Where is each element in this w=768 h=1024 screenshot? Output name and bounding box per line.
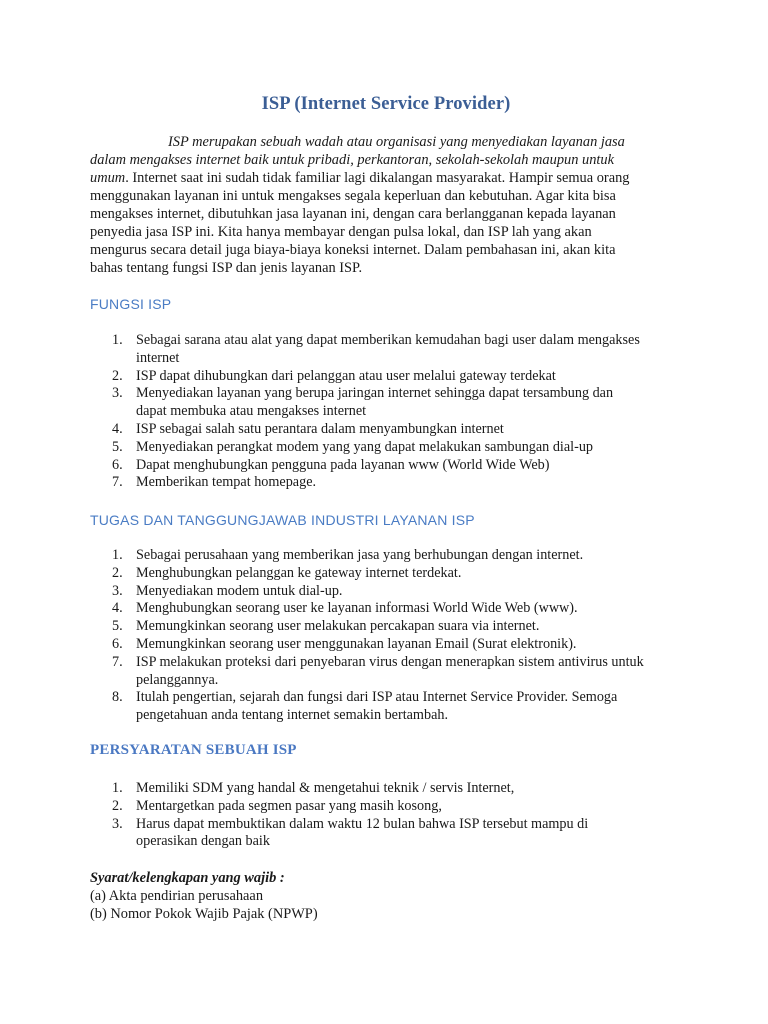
list-item-line: ISP dapat dihubungkan dari pelanggan atau user melalui gateway terdekat bbox=[136, 367, 556, 384]
list-number: 3. bbox=[112, 582, 123, 599]
list-item-line: pelanggannya. bbox=[136, 671, 219, 688]
list-item-text bbox=[136, 565, 690, 583]
list-item bbox=[90, 332, 690, 368]
tugas-list bbox=[90, 547, 690, 725]
list-item bbox=[90, 618, 690, 636]
list-number: 3. bbox=[112, 815, 123, 832]
list-number: 5. bbox=[112, 618, 123, 635]
persyaratan-list bbox=[90, 780, 690, 851]
list-item-line: Harus dapat membuktikan dalam waktu 12 bulan bahwa ISP tersebut mampu di bbox=[136, 815, 589, 832]
list-number: 6. bbox=[112, 635, 123, 652]
list-item-line: dapat membuka atau mengakses internet bbox=[136, 403, 367, 420]
list-item-line: operasikan dengan baik bbox=[136, 833, 270, 850]
list-item-text bbox=[136, 654, 690, 690]
list-item-line: ISP melakukan proteksi dari penyebaran virus dengan menerapkan sistem antivirus untuk bbox=[136, 653, 644, 670]
intro-line-1: ISP merupakan sebuah wadah atau organisasi yang menyediakan layanan jasa bbox=[168, 134, 625, 150]
list-item-line: Menyediakan perangkat modem yang yang dapat melakukan sambungan dial-up bbox=[136, 438, 594, 455]
list-item bbox=[90, 583, 690, 601]
list-item-text bbox=[136, 457, 690, 475]
list-item-text bbox=[136, 780, 690, 798]
list-number: 2. bbox=[112, 367, 123, 384]
heading-fungsi: FUNGSI ISP bbox=[90, 296, 172, 312]
heading-tugas: TUGAS DAN TANGGUNGJAWAB INDUSTRI LAYANAN ISP bbox=[90, 512, 475, 528]
intro-paragraph bbox=[90, 133, 680, 277]
list-item-line: Memberikan tempat homepage. bbox=[136, 474, 317, 491]
list-number: 7. bbox=[112, 653, 123, 670]
list-item bbox=[90, 636, 690, 654]
list-item-text bbox=[136, 439, 690, 457]
intro-line-2: dalam mengakses internet baik untuk pribadi, perkantoran, sekolah-sekolah maupun untuk bbox=[90, 152, 614, 168]
list-item bbox=[90, 439, 690, 457]
list-item-text bbox=[136, 600, 690, 618]
list-item-line: Itulah pengertian, sejarah dan fungsi dari ISP atau Internet Service Provider. Semoga bbox=[136, 689, 618, 706]
list-number: 3. bbox=[112, 385, 123, 402]
list-number: 2. bbox=[112, 797, 123, 814]
list-number: 4. bbox=[112, 420, 123, 437]
intro-line-7: mengurus secara detail juga biaya-biaya koneksi internet. Dalam pembahasan ini, akan kita bbox=[90, 242, 616, 258]
list-item bbox=[90, 816, 690, 852]
list-number: 7. bbox=[112, 474, 123, 491]
list-item-text bbox=[136, 368, 690, 386]
list-item-text bbox=[136, 798, 690, 816]
intro-line-3: umum. Internet saat ini sudah tidak familiar lagi dikalangan masyarakat. Hampir semua orang bbox=[90, 170, 630, 186]
list-item-line: ISP sebagai salah satu perantara dalam menyambungkan internet bbox=[136, 420, 504, 437]
list-item-text bbox=[136, 421, 690, 439]
list-item-text bbox=[136, 816, 690, 852]
list-item bbox=[90, 565, 690, 583]
list-item-line: Menyediakan layanan yang berupa jaringan internet sehingga dapat tersambung dan bbox=[136, 385, 614, 402]
list-item bbox=[90, 654, 690, 690]
list-number: 1. bbox=[112, 780, 123, 796]
list-item bbox=[90, 600, 690, 618]
list-item-text bbox=[136, 618, 690, 636]
intro-line-5: mengakses internet, dibutuhkan jasa layanan ini, dengan cara berlangganan kepada layanan bbox=[90, 206, 616, 222]
list-item-line: Mentargetkan pada segmen pasar yang masih kosong, bbox=[136, 797, 442, 814]
list-item-text bbox=[136, 547, 690, 565]
heading-persyaratan: PERSYARATAN SEBUAH ISP bbox=[90, 742, 297, 758]
syarat-item: (b) Nomor Pokok Wajib Pajak (NPWP) bbox=[90, 906, 318, 922]
list-item-line: Dapat menghubungkan pengguna pada layanan www (World Wide Web) bbox=[136, 456, 550, 473]
list-item-line: Menghubungkan pelanggan ke gateway internet terdekat. bbox=[136, 564, 462, 581]
list-item bbox=[90, 547, 690, 565]
intro-line-6: penyedia jasa ISP ini. Kita hanya membayar dengan pulsa lokal, dan ISP lah yang akan bbox=[90, 224, 592, 240]
syarat-block bbox=[90, 869, 318, 923]
list-number: 5. bbox=[112, 438, 123, 455]
list-item bbox=[90, 798, 690, 816]
list-item-line: Menghubungkan seorang user ke layanan informasi World Wide Web (www). bbox=[136, 600, 578, 617]
intro-line-8: bahas tentang fungsi ISP dan jenis layanan ISP. bbox=[90, 260, 363, 276]
list-item-line: internet bbox=[136, 349, 180, 366]
list-item-line: Menyediakan modem untuk dial-up. bbox=[136, 582, 343, 599]
list-item bbox=[90, 421, 690, 439]
list-item bbox=[90, 385, 690, 421]
list-item-text bbox=[136, 332, 690, 368]
page-title: ISP (Internet Service Provider) bbox=[261, 94, 511, 114]
list-number: 6. bbox=[112, 456, 123, 473]
list-item-text bbox=[136, 689, 690, 725]
list-number: 8. bbox=[112, 689, 123, 706]
list-item-text bbox=[136, 474, 690, 492]
intro-line-4: menggunakan layanan ini untuk mengakses segala keperluan dan kebutuhan. Agar kita bisa bbox=[90, 188, 616, 204]
list-item-text bbox=[136, 583, 690, 601]
list-item-line: pengetahuan anda tentang internet semakin bertambah. bbox=[136, 707, 449, 724]
fungsi-list bbox=[90, 332, 690, 492]
syarat-title: Syarat/kelengkapan yang wajib : bbox=[90, 870, 285, 886]
list-item bbox=[90, 780, 690, 798]
list-item bbox=[90, 457, 690, 475]
list-item-text bbox=[136, 636, 690, 654]
list-item-line: Memungkinkan seorang user melakukan percakapan suara via internet. bbox=[136, 618, 540, 635]
list-item-line: Memiliki SDM yang handal & mengetahui teknik / servis Internet, bbox=[136, 780, 515, 796]
list-number: 1. bbox=[112, 332, 123, 348]
syarat-item: (a) Akta pendirian perusahaan bbox=[90, 888, 264, 904]
list-item bbox=[90, 368, 690, 386]
list-item bbox=[90, 474, 690, 492]
list-item-line: Memungkinkan seorang user menggunakan layanan Email (Surat elektronik). bbox=[136, 635, 577, 652]
list-item-line: Sebagai perusahaan yang memberikan jasa yang berhubungan dengan internet. bbox=[136, 547, 584, 563]
list-number: 4. bbox=[112, 600, 123, 617]
list-number: 2. bbox=[112, 564, 123, 581]
list-number: 1. bbox=[112, 547, 123, 563]
list-item-line: Sebagai sarana atau alat yang dapat memberikan kemudahan bagi user dalam mengakses bbox=[136, 332, 640, 348]
list-item-text bbox=[136, 385, 690, 421]
list-item bbox=[90, 689, 690, 725]
